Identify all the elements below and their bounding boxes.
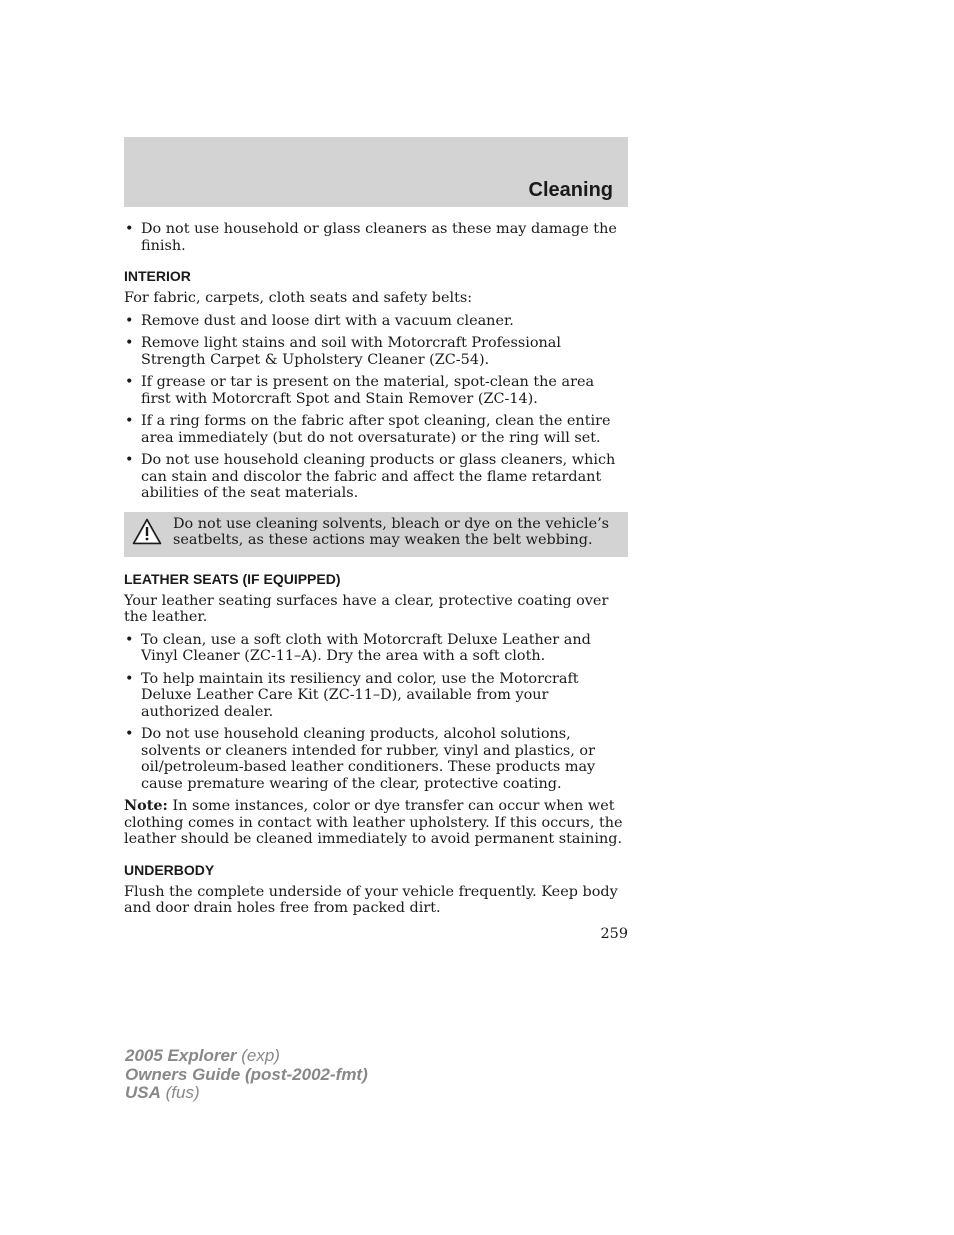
document-footer [125,1047,368,1103]
warning-triangle-icon [132,518,162,545]
list-item: • Do not use household cleaning products, alcohol solutions, solvents or cleaners intended for rubber, vinyl and plastics, or oil/petroleum-based leather conditioners. These products may cause premature wearing of the clear, protective coating. [125,726,596,792]
page-content [124,221,628,923]
list-item: • If a ring forms on the fabric after spot cleaning, clean the entire area immediately (but do not oversaturate) or the ring will set. [125,413,611,446]
warning-box [124,512,628,557]
warning-text: Do not use cleaning solvents, bleach or dye on the vehicle’s seatbelts, as these actions may weaken the belt webbing. [173,515,610,548]
leather-note [124,798,628,848]
intro-bullet-list [124,221,628,254]
section-heading-leather-seats: LEATHER SEATS (IF EQUIPPED) [124,570,341,587]
list-item: • Remove dust and loose dirt with a vacuum cleaner. [125,312,514,329]
section-heading-underbody: UNDERBODY [124,861,215,878]
leather-bullet-list [124,632,628,793]
interior-lead: For fabric, carpets, cloth seats and safety belts: [124,290,473,306]
footer-line-1: 2005 Explorer (exp) [125,1046,280,1065]
footer-line-3: USA (fus) [125,1083,200,1102]
underbody-text: Flush the complete underside of your vehicle frequently. Keep body and door drain holes free from packed dirt. [124,883,618,916]
note-text: In some instances, color or dye transfer can occur when wet clothing comes in contact with leather upholstery. If this occurs, the leather should be cleaned immediately to avoid permanent staining. [124,798,623,847]
page-number: 259 [600,926,628,942]
chapter-header-band [124,137,628,207]
list-item: • Do not use household cleaning products or glass cleaners, which can stain and discolor the fabric and affect the flame retardant abilities of the seat materials. [125,452,616,501]
chapter-title: Cleaning [528,179,613,201]
note-label: Note: [124,797,168,814]
list-item: • To help maintain its resiliency and color, use the Motorcraft Deluxe Leather Care Kit (ZC-11–D), available from your authorized dealer. [125,670,579,720]
section-heading-interior: INTERIOR [124,268,191,284]
list-item: • To clean, use a soft cloth with Motorcraft Deluxe Leather and Vinyl Cleaner (ZC-11–A). Dry the area with a soft cloth. [125,631,591,664]
interior-bullet-list [124,313,628,502]
list-item: • Remove light stains and soil with Motorcraft Professional Strength Carpet & Upholstery Cleaner (ZC-54). [125,335,561,368]
leather-lead: Your leather seating surfaces have a clear, protective coating over the leather. [124,592,609,625]
list-item: • Do not use household or glass cleaners as these may damage the finish. [125,221,617,254]
list-item: • If grease or tar is present on the material, spot-clean the area first with Motorcraft Spot and Stain Remover (ZC-14). [125,374,595,407]
footer-line-2: Owners Guide (post-2002-fmt) [125,1064,368,1084]
